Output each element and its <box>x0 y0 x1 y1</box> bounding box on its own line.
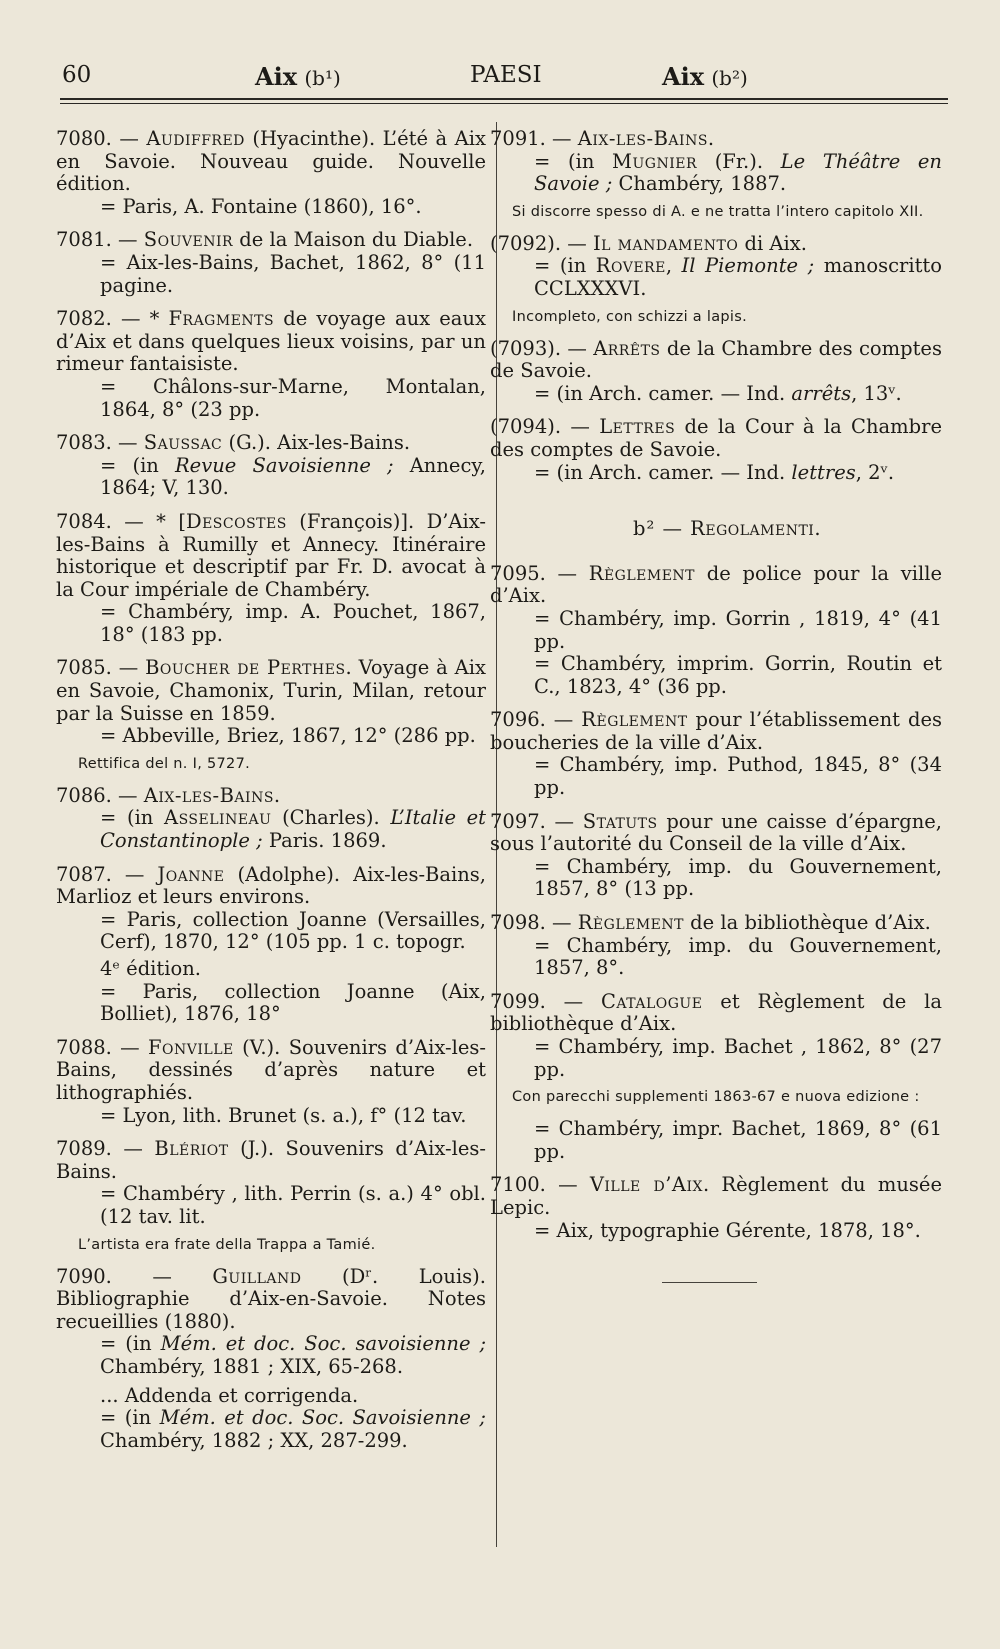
imprint-author-name: (Fr.). <box>697 149 781 173</box>
running-header <box>60 58 948 98</box>
entry-title: (V.). Souvenirs d’Aix-les-Bains, dessinés d’après nature et lithographiés. <box>56 1035 486 1104</box>
imprint-details: Annecy, 1864; V, 130. <box>100 453 486 500</box>
entry-imprint: = Aix, typographie Gérente, 1878, 18°. <box>534 1218 921 1242</box>
imprint-prefix: = (in Arch. camer. — Ind. <box>534 381 792 405</box>
entry-number: 7086. <box>56 783 112 807</box>
imprint-details: Chambéry, 1882 ; XX, 287-299. <box>100 1428 408 1452</box>
imprint-source: Mém. et doc. Soc. savoisienne ; <box>160 1332 487 1356</box>
entry-7093: (7093). — Arrêts de la Chambre des comptes de Savoie. = (in Arch. camer. — Ind. arrêts, 13ᵛ. <box>490 336 942 405</box>
entry-heading: Aix-les-Bains <box>577 127 708 150</box>
entry-heading: Blériot <box>154 1137 229 1161</box>
entry-heading: Statuts <box>582 809 658 833</box>
entry-imprint <box>512 383 942 406</box>
imprint-prefix: = (in <box>534 149 613 173</box>
entry-imprint <box>512 462 942 485</box>
entry-title: de la Chambre des comptes de Savoie. <box>490 336 942 383</box>
entry-imprint-2: = Chambéry, imprim. Gorrin, Routin et C., 1823, 4° (36 pp. <box>534 652 942 698</box>
entry-heading: Aix-les-Bains <box>143 783 274 807</box>
entry-note: Rettifica del n. I, 5727. <box>78 755 251 772</box>
entry-number: 7095. <box>490 561 546 585</box>
section-title: Regolamenti. <box>690 517 822 541</box>
entry-heading: Catalogue <box>601 989 703 1013</box>
entry-imprint: = Paris, A. Fontaine (1860), 16°. <box>100 194 422 218</box>
entry-number: 7097. <box>490 809 546 833</box>
entry-7083: 7083. — Saussac (G.). Aix-les-Bains. = (in Revue Savoisienne ; Annecy, 1864; V, 130. <box>56 431 486 500</box>
entry-heading: Lettres <box>599 415 676 439</box>
entry-number: 7081. <box>56 228 112 252</box>
left-title-sup: (b¹) <box>304 66 341 90</box>
entry-title: de voyage aux eaux d’Aix et dans quelques lieux voisins, par un rimeur fantaisiste. <box>56 307 486 376</box>
entry-number: 7099. <box>490 989 546 1013</box>
entry-number: 7089. <box>56 1137 112 1161</box>
entry-title: (François)]. D’Aix-les-Bains à Rumilly et Annecy. Itinéraire historique et descriptif par Fr. D. avocat à la Cour impériale de Chambéry. <box>56 509 486 601</box>
entry-7087: 7087. — Joanne (Adolphe). Aix-les-Bains, Marlioz et leurs environs. = Paris, collection Joanne (Versailles, Cerf), 1870, 12° (105 pp. 1 c. topogr. 4ᵉ édition. = Paris, collection Joanne (Aix, Bolliet), 1876, 18° <box>56 862 486 1026</box>
entry-7097: 7097. — Statuts pour une caisse d’épargne, sous l’autorité du Conseil de la ville d’Aix. = Chambéry, imp. du Gouvernement, 1857, 8° (13 pp. <box>490 809 942 901</box>
entry-note: Si discorre spesso di A. e ne tratta l’intero capitolo XII. <box>512 203 924 220</box>
entry-imprint: = Chambéry, imp. A. Pouchet, 1867, 18° (183 pp. <box>100 600 486 646</box>
entry-7080: 7080. — Audiffred (Hyacinthe). L’été à Aix en Savoie. Nouveau guide. Nouvelle édition. = Paris, A. Fontaine (1860), 16°. <box>56 127 486 218</box>
entry-title: . <box>273 783 281 807</box>
entry-imprint: = Paris, collection Joanne (Versailles, Cerf), 1870, 12° (105 pp. 1 c. topogr. <box>100 907 486 954</box>
entry-heading: Guilland <box>212 1264 302 1288</box>
entry-heading: Boucher de Perthes <box>145 656 346 680</box>
imprint-details: Paris. 1869. <box>262 829 387 853</box>
imprint-author: Asselineau <box>164 806 272 830</box>
entry-imprint-2 <box>78 1407 486 1452</box>
entry-title: . Voyage à Aix en Savoie, Chamonix, Turin, Milan, retour par la Suisse en 1859. <box>56 656 486 725</box>
entry-imprint: = Chambéry, imp. Gorrin , 1819, 4° (41 pp. <box>534 606 942 653</box>
entry-7099: 7099. — Catalogue et Règlement de la bibliothèque d’Aix. = Chambéry, imp. Bachet , 1862, 8° (27 pp. Con parecchi supplementi 1863-67 e nuova edizione : = Chambéry, impr. Bachet, 1869, 8° (61 pp. <box>490 989 942 1163</box>
entry-number: 7083. <box>56 431 112 455</box>
entry-heading: Descostes <box>185 509 287 533</box>
entry-heading: Règlement <box>577 911 684 935</box>
entry-number: 7087. <box>56 862 112 886</box>
imprint-details: Chambéry, 1887. <box>612 172 787 196</box>
entry-heading: Arrêts <box>593 336 661 360</box>
entry-title: (J.). Souvenirs d’Aix-les-Bains. <box>56 1137 486 1183</box>
entry-number: (7093). <box>490 336 562 360</box>
section-label: b² — <box>632 517 683 541</box>
entry-7085: 7085. — Boucher de Perthes. Voyage à Aix en Savoie, Chamonix, Turin, Milan, retour par la Suisse en 1859. = Abbeville, Briez, 1867, 12° (286 pp. Rettifica del n. I, 5727. <box>56 656 486 772</box>
section-heading <box>512 518 942 541</box>
imprint-details: Chambéry, 1881 ; XIX, 65-268. <box>100 1354 404 1378</box>
imprint-author: Mugnier <box>612 149 698 173</box>
entry-title: de la Cour à la Chambre des comptes de Savoie. <box>490 415 942 461</box>
entry-number: 7098. <box>490 911 546 935</box>
entry-7100: 7100. — Ville d’Aix. Règlement du musée Lepic. = Aix, typographie Gérente, 1878, 18°. <box>490 1173 942 1242</box>
entry-imprint: = Chambéry, imp. Puthod, 1845, 8° (34 pp. <box>534 753 942 800</box>
header-rule-thick <box>60 98 948 100</box>
entry-title: pour l’établissement des boucheries de la ville d’Aix. <box>490 708 942 754</box>
imprint-prefix: = (in Arch. camer. — Ind. <box>534 460 792 484</box>
entry-imprint <box>78 1333 486 1378</box>
imprint-author: Rovere <box>595 254 666 278</box>
entry-number: (7092). <box>490 231 562 255</box>
entry-7094: (7094). — Lettres de la Cour à la Chambre des comptes de Savoie. = (in Arch. camer. — Ind. lettres, 2ᵛ. <box>490 415 942 484</box>
imprint-source: L’Italie et Constantinople ; <box>100 806 486 853</box>
entry-7092: (7092). — Il mandamento di Aix. = (in Rovere, Il Piemonte ; manoscritto CCLXXXVI. Incompleto, con schizzi a lapis. <box>490 231 943 325</box>
entry-imprint: = Châlons-sur-Marne, Montalan, 1864, 8° (23 pp. <box>100 374 486 421</box>
entry-7089: 7089. — Blériot (J.). Souvenirs d’Aix-les-Bains. = Chambéry , lith. Perrin (s. a.) 4° obl. (12 tav. lit. L’artista era frate della Trappa a Tamié. <box>56 1137 486 1253</box>
entry-imprint <box>512 151 942 196</box>
entry-heading: Fonville <box>148 1035 234 1059</box>
entry-title: de la Maison du Diable. <box>233 228 474 252</box>
closing-rule <box>662 1282 757 1283</box>
entry-imprint: = Chambéry, imp. du Gouvernement, 1857, 8° (13 pp. <box>534 854 942 901</box>
entry-number: (7094). <box>490 415 562 439</box>
imprint-source: lettres <box>791 460 856 484</box>
entry-imprint: = Aix-les-Bains, Bachet, 1862, 8° (11 pagine. <box>100 250 486 297</box>
imprint-prefix: = (in <box>534 254 596 278</box>
entry-imprint-2: = Chambéry, impr. Bachet, 1869, 8° (61 pp. <box>534 1117 942 1163</box>
entry-heading: Règlement <box>581 708 688 732</box>
imprint-source: Revue Savoisienne ; <box>175 453 394 477</box>
entry-title: . Règlement du musée Lepic. <box>490 1173 942 1219</box>
entry-imprint: = Chambéry, imp. du Gouvernement, 1857, 8°. <box>534 933 942 980</box>
entry-note: L’artista era frate della Trappa a Tamié. <box>78 1236 376 1253</box>
center-running-title: PAESI <box>470 62 542 88</box>
entry-addenda: ... Addenda et corrigenda. <box>100 1383 359 1407</box>
entry-7096: 7096. — Règlement pour l’établissement des boucheries de la ville d’Aix. = Chambéry, imp. Puthod, 1845, 8° (34 pp. <box>490 708 942 800</box>
entry-title: (Hyacinthe). L’été à Aix en Savoie. Nouveau guide. Nouvelle édition. <box>56 127 486 196</box>
imprint-source: Il Piemonte ; <box>681 254 815 278</box>
imprint-prefix: = (in <box>100 1406 160 1430</box>
entry-imprint <box>78 455 486 500</box>
entry-7086: 7086. — Aix-les-Bains. = (in Asselineau (Charles). L’Italie et Constantinople ; Paris. 1869. <box>56 783 486 853</box>
entry-title: (G.). Aix-les-Bains. <box>222 431 411 455</box>
right-title-sup: (b²) <box>711 66 748 90</box>
left-running-title <box>255 62 341 91</box>
entry-number: 7085. <box>56 656 112 680</box>
entry-7090: 7090. — Guilland (Dʳ. Louis). Bibliographie d’Aix-en-Savoie. Notes recueillies (1880). = (in Mém. et doc. Soc. savoisienne ; Chambéry, 1881 ; XIX, 65-268. ... Addenda et corrigenda. = (in Mém. et doc. Soc. Savoisienne ; Chambéry, 1882 ; XX, 287-299. <box>56 1264 487 1452</box>
entry-number: 7084. <box>56 509 112 533</box>
imprint-author-name: (Charles). <box>271 806 391 830</box>
entry-imprint: = Chambéry, imp. Bachet , 1862, 8° (27 pp. <box>534 1035 942 1081</box>
entry-number: 7100. <box>490 1173 546 1197</box>
imprint-source: Le Théâtre en Savoie ; <box>534 149 942 196</box>
entry-note: Incompleto, con schizzi a lapis. <box>512 308 748 325</box>
imprint-details: , 13ᵛ. <box>851 381 902 405</box>
imprint-prefix: = (in <box>100 1332 161 1356</box>
entry-imprint: = Lyon, lith. Brunet (s. a.), f° (12 tav. <box>100 1103 467 1127</box>
entry-imprint <box>78 807 486 852</box>
entry-imprint-2: = Paris, collection Joanne (Aix, Bolliet), 1876, 18° <box>100 979 486 1026</box>
imprint-source: arrêts <box>791 381 852 405</box>
header-rule-thin <box>60 103 948 104</box>
imprint-details: , 2ᵛ. <box>855 460 895 484</box>
entry-prefix: * <box>149 307 169 331</box>
imprint-source: Mém. et doc. Soc. Savoisienne ; <box>159 1406 486 1430</box>
entry-7098: 7098. — Règlement de la bibliothèque d’Aix. = Chambéry, imp. du Gouvernement, 1857, 8°. <box>490 911 942 980</box>
entry-7082: 7082. — * Fragments de voyage aux eaux d’Aix et dans quelques lieux voisins, par un rimeur fantaisiste. = Châlons-sur-Marne, Montalan, 1864, 8° (23 pp. <box>56 307 486 421</box>
entry-imprint: = Abbeville, Briez, 1867, 12° (286 pp. <box>100 724 476 748</box>
entry-title: pour une caisse d’épargne, sous l’autorité du Conseil de la ville d’Aix. <box>490 809 942 856</box>
entry-number: 7080. <box>56 127 112 150</box>
entry-number: 7088. <box>56 1035 112 1059</box>
entry-number: 7091. <box>490 127 546 150</box>
imprint-details: manoscritto CCLXXXVI. <box>534 254 943 300</box>
entry-number: 7090. <box>56 1264 112 1288</box>
entry-title: de police pour la ville d’Aix. <box>490 561 942 608</box>
entry-number: 7082. <box>56 307 112 331</box>
entry-prefix: * [ <box>156 509 186 533</box>
entry-title: et Règlement de la bibliothèque d’Aix. <box>490 989 942 1036</box>
entry-heading: Il mandamento <box>592 231 739 255</box>
page-number: 60 <box>62 62 92 88</box>
right-column <box>490 127 943 1283</box>
imprint-prefix: = (in <box>100 806 164 830</box>
entry-note: Con parecchi supplementi 1863-67 e nuova edizione : <box>512 1089 920 1106</box>
entry-7095: 7095. — Règlement de police pour la ville d’Aix. = Chambéry, imp. Gorrin , 1819, 4° (41 pp. = Chambéry, imprim. Gorrin, Routin et C., 1823, 4° (36 pp. <box>490 561 942 698</box>
entry-edition: 4ᵉ édition. <box>100 957 201 980</box>
entry-heading: Ville d’Aix <box>589 1173 703 1197</box>
entry-7084: 7084. — * [Descostes (François)]. D’Aix-les-Bains à Rumilly et Annecy. Itinéraire historique et descriptif par Fr. D. avocat à la Cour impériale de Chambéry. = Chambéry, imp. A. Pouchet, 1867, 18° (183 pp. <box>56 509 486 646</box>
entry-title: de la bibliothèque d’Aix. <box>683 911 931 935</box>
entry-heading: Souvenir <box>143 228 234 252</box>
entry-number: 7096. <box>490 708 546 732</box>
imprint-separator: , <box>665 254 682 278</box>
entry-heading: Audiffred <box>146 127 245 150</box>
entry-title: . <box>707 127 715 150</box>
entry-7091: 7091. — Aix-les-Bains. = (in Mugnier (Fr.). Le Théâtre en Savoie ; Chambéry, 1887. Si discorre spesso di A. e ne tratta l’intero capitolo XII. <box>490 127 942 220</box>
entry-7088: 7088. — Fonville (V.). Souvenirs d’Aix-les-Bains, dessinés d’après nature et lithographiés. = Lyon, lith. Brunet (s. a.), f° (12 tav. <box>56 1035 486 1127</box>
entry-imprint: = Chambéry , lith. Perrin (s. a.) 4° obl. (12 tav. lit. <box>100 1182 486 1228</box>
imprint-prefix: = (in <box>100 453 175 477</box>
entry-title: di Aix. <box>738 231 807 255</box>
entry-title: (Adolphe). Aix-les-Bains, Marlioz et leurs environs. <box>56 862 486 909</box>
left-column <box>56 127 487 1463</box>
entry-7081: 7081. — Souvenir de la Maison du Diable. = Aix-les-Bains, Bachet, 1862, 8° (11 pagine. <box>56 228 486 297</box>
entry-heading: Fragments <box>168 307 275 331</box>
entry-heading: Saussac <box>143 431 223 455</box>
entry-heading: Règlement <box>588 561 696 585</box>
left-title-text: Aix <box>255 62 298 91</box>
right-running-title <box>662 62 748 91</box>
entry-imprint <box>512 255 942 300</box>
entry-heading: Joanne <box>157 862 225 886</box>
entry-title: (Dʳ. Louis). Bibliographie d’Aix-en-Savoie. Notes recueillies (1880). <box>56 1264 486 1333</box>
right-title-text: Aix <box>662 62 705 91</box>
